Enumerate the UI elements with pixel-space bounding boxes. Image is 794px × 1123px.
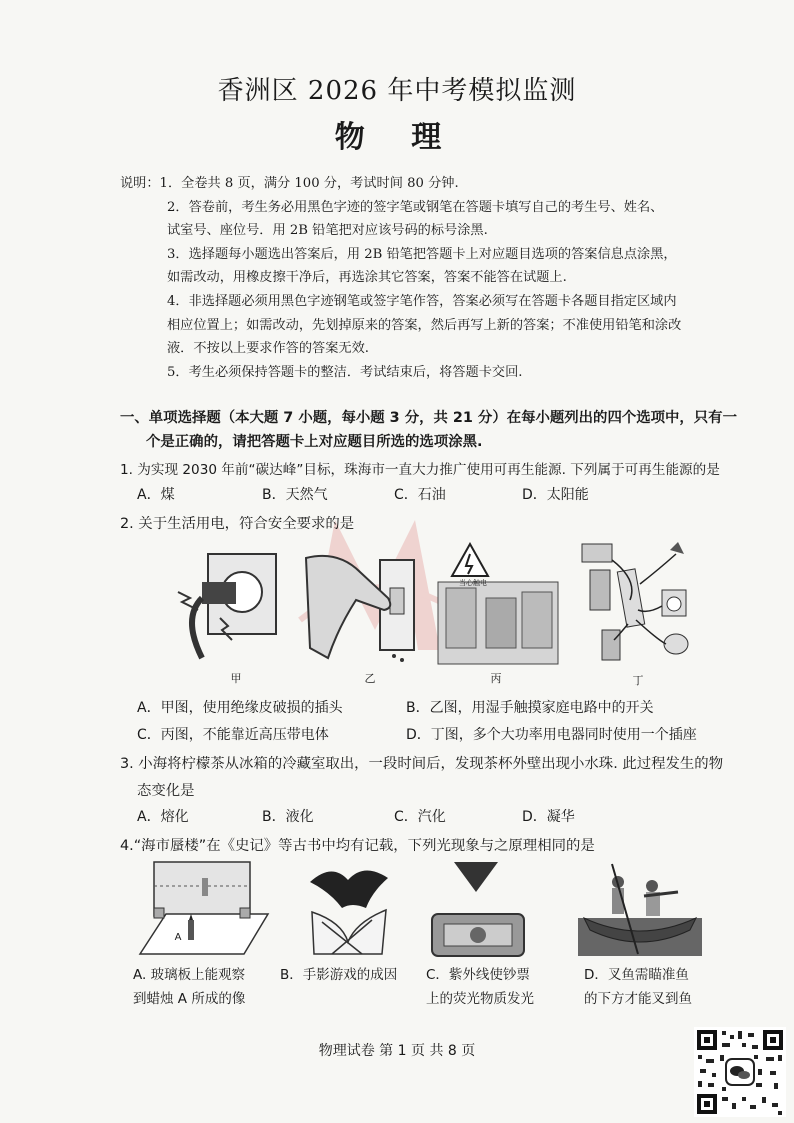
q4-option-d-line1: D．叉鱼需瞄准鱼	[584, 967, 689, 983]
candle-a-label: A	[174, 932, 182, 943]
instruction-line: 相应位置上；如需改动，先划掉原来的答案，然后再写上新的答案；不准使用铅笔和涂改	[167, 317, 682, 333]
qr-code	[694, 1027, 786, 1117]
overloaded-socket-illustration	[578, 540, 702, 668]
section-heading: 一、单项选择题（本大题 7 小题，每小题 3 分，共 21 分）在每小题列出的四个选项中，只有一	[120, 410, 737, 426]
question-4-stem: 4.“海市蜃楼”在《史记》等古书中均有记载，下列光现象与之原理相同的是	[120, 838, 595, 854]
question-3-stem: 3. 小海将柠檬茶从冰箱的冷藏室取出，一段时间后，发现茶杯外壁出现小水珠. 此过程发生的物	[120, 756, 724, 772]
exam-title: 香洲区 2026 年中考模拟监测	[217, 76, 577, 106]
high-voltage-illustration	[436, 542, 560, 666]
hand-shadow-illustration	[302, 862, 392, 958]
q2-caption-yi: 乙	[364, 672, 376, 685]
q2-option-b: B．乙图，用湿手触摸家庭电路中的开关	[406, 700, 654, 716]
plug-damaged-illustration	[172, 548, 280, 668]
q4-option-b	[280, 963, 397, 987]
q2-caption-ding: 丁	[632, 674, 644, 687]
spear-fishing-illustration	[578, 862, 702, 958]
instruction-line: 3．选择题每小题选出答案后，用 2B 铅笔把答题卡上对应题目选项的答案信息点涂黑，	[167, 246, 677, 262]
q2-option-d: D．丁图，多个大功率用电器同时使用一个插座	[406, 727, 697, 743]
q3-option-a: A．熔化	[137, 809, 189, 825]
uv-banknote-illustration	[428, 858, 528, 958]
instruction-line: 液．不按以上要求作答的答案无效.	[167, 341, 370, 357]
question-2-stem: 2. 关于生活用电，符合安全要求的是	[120, 516, 355, 532]
q4-option-c-line1: C．紫外线使钞票	[426, 967, 530, 983]
section-heading-cont: 个是正确的，请把答题卡上对应题目所选的选项涂黑.	[146, 434, 483, 450]
q2-caption-bing: 丙	[490, 672, 502, 685]
question-1-stem: 1. 为实现 2030 年前“碳达峰”目标，珠海市一直大力推广使用可再生能源. 下列属于可再生能源的是	[120, 462, 720, 478]
wet-hand-switch-illustration	[298, 548, 418, 666]
q4-option-a	[133, 963, 245, 1011]
q1-option-d: D．太阳能	[522, 487, 589, 503]
instruction-line: 4．非选择题必须用黑色字迹钢笔或签字笔作答，答案必须写在答题卡各题目指定区域内	[167, 293, 677, 309]
instruction-line: 说明：1．全卷共 8 页，满分 100 分，考试时间 80 分钟.	[120, 176, 459, 191]
q4-option-b-line1: B．手影游戏的成因	[280, 967, 398, 983]
instruction-line: 5．考生必须保持答题卡的整洁．考试结束后，将答题卡交回.	[167, 364, 523, 380]
q4-option-c-line2: 上的荧光物质发光	[426, 991, 534, 1007]
instructions	[120, 172, 740, 384]
q2-caption-jia: 甲	[230, 672, 242, 685]
page-footer: 物理试卷 第 1 页 共 8 页	[318, 1043, 476, 1059]
q3-option-d: D．凝华	[522, 809, 575, 825]
q2-option-a: A．甲图，使用绝缘皮破损的插头	[137, 700, 343, 716]
instruction-line: 如需改动，用橡皮擦干净后，再选涂其它答案，答案不能答在试题上.	[167, 270, 567, 286]
q2-option-c: C．丙图，不能靠近高压带电体	[137, 727, 329, 743]
q4-option-c	[426, 963, 534, 1011]
warning-sign-text: 当心触电	[459, 579, 487, 587]
q4-option-d	[584, 963, 692, 1011]
q1-option-b: B．天然气	[262, 487, 328, 503]
q3-option-c: C．汽化	[394, 809, 446, 825]
q4-option-a-line1: A. 玻璃板上能观察	[133, 967, 246, 983]
glass-plate-candle-illustration	[136, 858, 272, 958]
subject-title: 物 理	[334, 120, 460, 155]
q4-option-d-line2: 的下方才能叉到鱼	[584, 991, 692, 1007]
q1-option-a: A．煤	[137, 487, 175, 503]
q4-option-a-line2: 到蜡烛 A 所成的像	[133, 991, 246, 1007]
instruction-line: 2．答卷前，考生务必用黑色字迹的签字笔或钢笔在答题卡填写自己的考生号、姓名、	[167, 199, 664, 215]
q3-option-b: B．液化	[262, 809, 314, 825]
question-3-stem-cont: 态变化是	[137, 783, 195, 799]
q1-option-c: C．石油	[394, 487, 446, 503]
instruction-line: 试室号、座位号．用 2B 铅笔把对应该号码的标号涂黑.	[167, 223, 488, 239]
